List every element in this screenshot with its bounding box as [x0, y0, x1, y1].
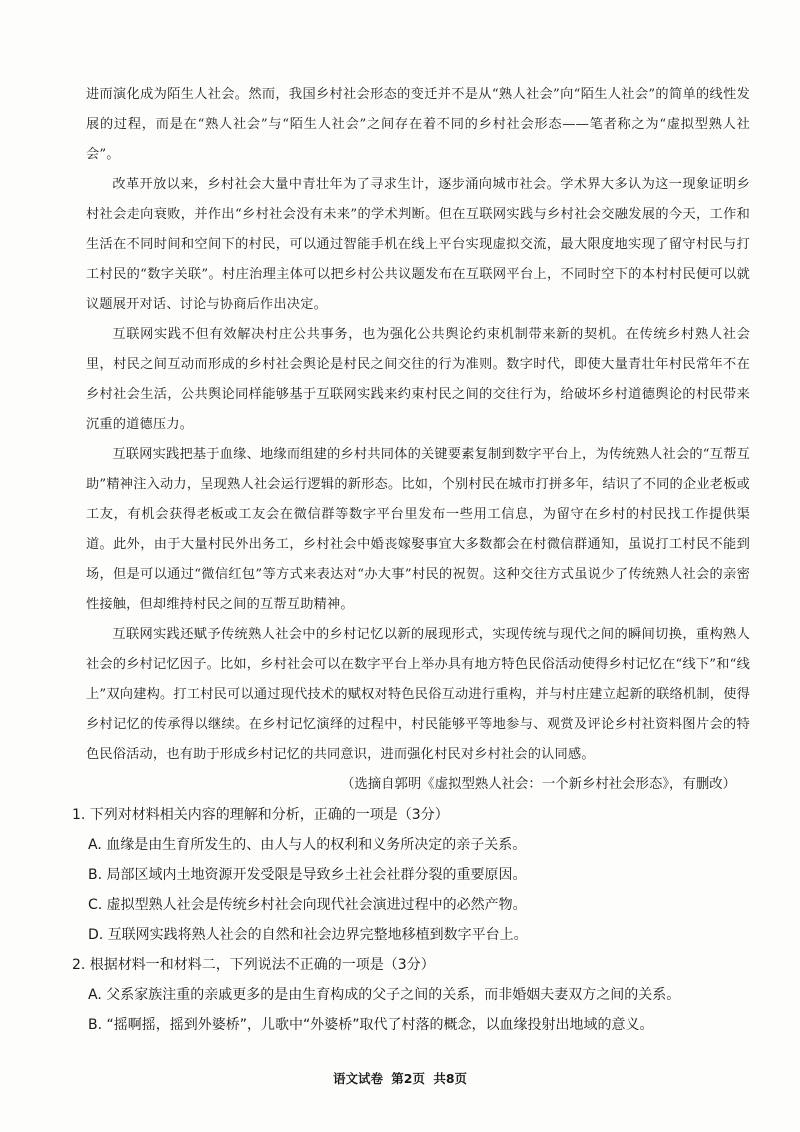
option-b: B. 局部区域内土地资源开发受限是导致乡土社会社群分裂的重要原因。: [88, 867, 527, 883]
passage-paragraph: 互联网实践不但有效解决村庄公共事务，也为强化公共舆论约束机制带来新的契机。在传统乡村熟人社会里，村民之间互动而形成的乡村社会舆论是村民之间交往的行为准则。数字时代，即使大量青壮年村民常年不在乡村社会生活，公共舆论同样能够基于互联网实践来约束村民之间的交往行为，给破坏乡村道德舆论的村民带来沉重的道德压力。: [86, 327, 750, 432]
option-a: A. 血缘是由生育所发生的、由人与人的权利和义务所决定的亲子关系。: [88, 837, 527, 853]
question-stem: 1. 下列对材料相关内容的理解和分析，正确的一项是（3分）: [72, 807, 449, 823]
option-b: B. “摇啊摇，摇到外婆桥”，儿歌中“外婆桥”取代了村落的概念，以血缘投射出地域的意义。: [88, 1017, 654, 1033]
page-footer: 语文试卷 第2页 共8页: [332, 1071, 468, 1086]
passage-paragraph: 改革开放以来，乡村社会大量中青壮年为了寻求生计，逐步涌向城市社会。学术界大多认为这一现象证明乡村社会走向衰败，并作出“乡村社会没有未来”的学术判断。但在互联网实践与乡村社会交融发展的今天，工作和生活在不同时间和空间下的村民，可以通过智能手机在线上平台实现虚拟交流，最大限度地实现了留守村民与打工村民的“数字关联”。村庄治理主体可以把乡村公共议题发布在互联网平台上，不同时空下的本村村民便可以就议题展开对话、讨论与协商后作出决定。: [86, 177, 750, 312]
passage-paragraph: 互联网实践把基于血缘、地缘而组建的乡村共同体的关键要素复制到数字平台上，为传统熟人社会的“互帮互助”精神注入动力，呈现熟人社会运行逻辑的新形态。比如，个别村民在城市打拼多年，结识了不同的企业老板或工友，有机会获得老板或工友会在微信群等数字平台里发布一些用工信息，为留守在乡村的村民找工作提供渠道。此外，由于大量村民外出务工，乡村社会中婚丧嫁娶事宜大多数都会在村微信群通知，虽说打工村民不能到场，但是可以通过“微信红包”等方式来表达对“办大事”村民的祝贺。这种交往方式虽说少了传统熟人社会的亲密性接触，但却维持村民之间的互帮互助精神。: [86, 447, 750, 612]
question-1: [72, 800, 750, 950]
reading-passage: [86, 80, 750, 800]
option-a: A. 父系家族注重的亲戚更多的是由生育构成的父子之间的关系，而非婚姻夫妻双方之间的关系。: [88, 987, 681, 1003]
passage-source: （选摘自郭明《虚拟型熟人社会：一个新乡村社会形态》，有删改）: [340, 777, 736, 792]
option-d: D. 互联网实践将熟人社会的自然和社会边界完整地移植到数字平台上。: [88, 927, 528, 943]
passage-paragraph: 互联网实践还赋予传统熟人社会中的乡村记忆以新的展现形式，实现传统与现代之间的瞬间切换，重构熟人社会的乡村记忆因子。比如，乡村社会可以在数字平台上举办具有地方特色民俗活动使得乡村记忆在“线下”和“线上”双向建构。打工村民可以通过现代技术的赋权对特色民俗互动进行重构，并与村庄建立起新的联络机制，使得乡村记忆的传承得以继续。在乡村记忆演绎的过程中，村民能够平等地参与、观赏及评论乡村社资料图片会的特色民俗活动，也有助于形成乡村记忆的共同意识，进而强化村民对乡村社会的认同感。: [86, 627, 750, 762]
passage-paragraph: 进而演化成为陌生人社会。然而，我国乡村社会形态的变迁并不是从“熟人社会”向“陌生人社会”的简单的线性发展的过程，而是在“熟人社会”与“陌生人社会”之间存在着不同的乡村社会形态——笔者称之为“虚拟型熟人社会”。: [86, 87, 750, 162]
question-2: [72, 950, 750, 1040]
question-stem: 2. 根据材料一和材料二，下列说法不正确的一项是（3分）: [72, 957, 435, 973]
option-c: C. 虚拟型熟人社会是传统乡村社会向现代社会演进过程中的必然产物。: [88, 897, 527, 913]
